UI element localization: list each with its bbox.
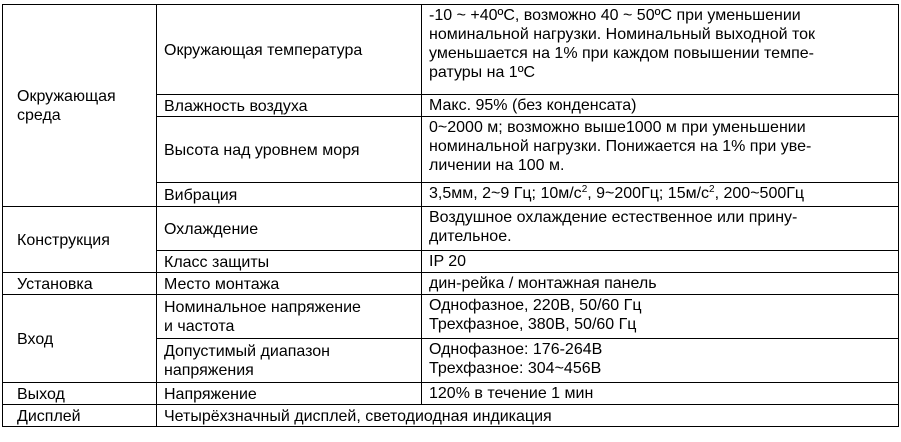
vibration-text-1: 3,5мм, 2~9 Гц; 10м/с [429, 185, 582, 202]
value-output-voltage: 120% в течение 1 мин [422, 383, 899, 405]
vibration-superscript-1: 2 [581, 184, 588, 195]
category-input: Вход [3, 295, 157, 383]
param-ambient-temperature: Окружающая температура [157, 5, 422, 95]
vibration-text-3: , 200~500Гц [714, 185, 805, 202]
value-ambient-temperature: -10 ~ +40ºC, возможно 40 ~ 50ºC при уменьшении номинальной нагрузки. Номинальный выходной ток уменьшается на 1% при каждом повышении темпе- ратуры на 1ºC [422, 5, 899, 95]
table-row [3, 383, 899, 405]
param-altitude: Высота над уровнем моря [157, 117, 422, 183]
vibration-superscript-2: 2 [709, 184, 715, 195]
table-row [3, 5, 899, 95]
table-row [3, 273, 899, 295]
value-protection-class: IP 20 [422, 251, 899, 273]
category-environment: Окружающая среда [3, 5, 157, 207]
vibration-text-2: , 9~200Гц; 15м/с [587, 185, 710, 202]
param-vibration: Вибрация [157, 183, 422, 207]
value-altitude: 0~2000 м; возможно выше1000 м при уменьшении номинальной нагрузки. Понижается на 1% при уве- личении на 100 м. [422, 117, 899, 183]
param-output-voltage: Напряжение [157, 383, 422, 405]
value-cooling: Воздушное охлаждение естественное или прину- дительное. [422, 207, 899, 251]
param-protection-class: Класс защиты [157, 251, 422, 273]
table-row [3, 207, 899, 251]
value-voltage-range: Однофазное: 176-264В Трехфазное: 304~456В [422, 339, 899, 383]
param-cooling: Охлаждение [157, 207, 422, 251]
value-humidity: Макс. 95% (без конденсата) [422, 95, 899, 117]
param-voltage-range: Допустимый диапазон напряжения [157, 339, 422, 383]
category-output: Выход [3, 383, 157, 405]
table-row [3, 405, 899, 427]
value-vibration [422, 183, 899, 207]
table-row [3, 295, 899, 339]
category-installation: Установка [3, 273, 157, 295]
param-mounting: Место монтажа [157, 273, 422, 295]
value-nominal-voltage: Однофазное, 220В, 50/60 Гц Трехфазное, 380В, 50/60 Гц [422, 295, 899, 339]
param-nominal-voltage: Номинальное напряжение и частота [157, 295, 422, 339]
category-display: Дисплей [3, 405, 157, 427]
value-mounting: дин-рейка / монтажная панель [422, 273, 899, 295]
spec-table [2, 4, 899, 427]
param-humidity: Влажность воздуха [157, 95, 422, 117]
category-construction: Конструкция [3, 207, 157, 273]
value-display: Четырёхзначный дисплей, светодиодная индикация [157, 405, 899, 427]
